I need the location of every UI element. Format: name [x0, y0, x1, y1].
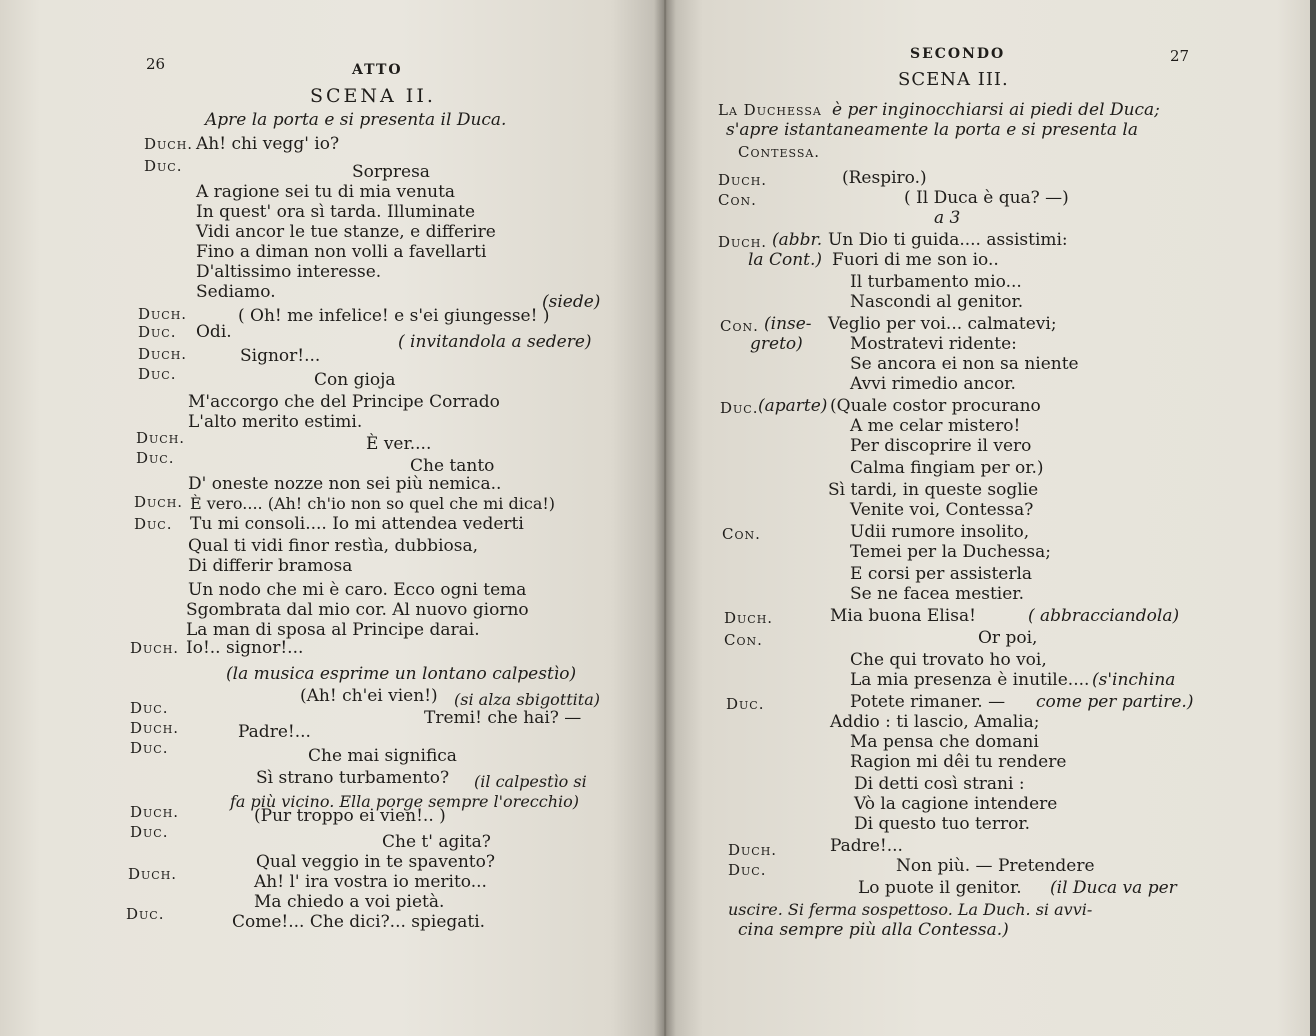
right-page: [664, 0, 1316, 1036]
stage-note: ( abbracciandola): [1028, 606, 1180, 626]
verse-line: Veglio per voi... calmatevi;: [828, 314, 1057, 334]
book-gutter: [654, 0, 676, 1036]
speaker: Duc.: [130, 739, 169, 757]
stage-direction-character: La Duchessa: [718, 101, 822, 119]
verse-line: Potete rimaner. —: [850, 692, 1006, 712]
verse-line: Calma fingiam per or.): [850, 458, 1044, 478]
verse-line: L'alto merito estimi.: [188, 412, 363, 432]
verse-line: Ah! chi vegg' io?: [196, 134, 340, 154]
verse-line: Io!.. signor!...: [186, 638, 304, 658]
verse-line: Che t' agita?: [382, 832, 491, 852]
stage-direction: è per inginocchiarsi ai piedi del Duca;: [832, 100, 1160, 120]
verse-line: D' oneste nozze non sei più nemica..: [188, 474, 502, 494]
stage-direction-character: Contessa.: [738, 143, 821, 161]
stage-direction: s'apre istantaneamente la porta e si presenta la: [726, 120, 1138, 140]
verse-line: In quest' ora sì tarda. Illuminate: [196, 202, 476, 222]
scene-title: SCENA II.: [310, 85, 436, 107]
verse-line: Nascondi al genitor.: [850, 292, 1024, 312]
speaker: Duch.: [138, 305, 188, 323]
stage-note: ( invitandola a sedere): [398, 332, 592, 352]
speaker: Duc.: [136, 449, 175, 467]
verse-line: Sorpresa: [352, 162, 430, 182]
verse-line: Or poi,: [978, 628, 1038, 648]
speaker: Duch.: [138, 345, 188, 363]
verse-line: (Ah! ch'ei vien!): [300, 686, 438, 706]
stage-note: uscire. Si ferma sospettoso. La Duch. si avvi-: [728, 900, 1093, 919]
verse-line: Temei per la Duchessa;: [850, 542, 1051, 562]
speaker: Duch.: [724, 609, 774, 627]
speaker: Duc.: [144, 157, 183, 175]
verse-line: Ma pensa che domani: [850, 732, 1039, 752]
stage-note: greto): [750, 334, 803, 354]
speaker: Con.: [722, 525, 761, 543]
verse-line: Tremi! che hai? —: [424, 708, 582, 728]
verse-line: Avvi rimedio ancor.: [850, 374, 1016, 394]
stage-note: (s'inchina: [1092, 670, 1176, 690]
verse-line: Tu mi consoli.... Io mi attendea vederti: [190, 514, 524, 534]
verse-line: Sgombrata dal mio cor. Al nuovo giorno: [186, 600, 529, 620]
verse-line: Che qui trovato ho voi,: [850, 650, 1047, 670]
stage-note: (siede): [542, 292, 601, 312]
stage-note: (inse-: [764, 314, 812, 334]
speaker: Duc.: [720, 399, 759, 417]
verse-line: Mia buona Elisa!: [830, 606, 976, 626]
ensemble-marker: a 3: [934, 208, 961, 228]
speaker: Duch.: [136, 429, 186, 447]
verse-line: M'accorgo che del Principe Corrado: [188, 392, 500, 412]
verse-line: Se ne facea mestier.: [850, 584, 1024, 604]
verse-line: Di differir bramosa: [188, 556, 353, 576]
verse-line: Sì tardi, in queste soglie: [828, 480, 1039, 500]
stage-note: cina sempre più alla Contessa.): [738, 920, 1009, 940]
speaker: Duch.: [134, 493, 184, 511]
speaker: Duc.: [138, 323, 177, 341]
verse-line: Ma chiedo a voi pietà.: [254, 892, 445, 912]
verse-line: È vero.... (Ah! ch'io non so quel che mi dica!): [190, 494, 556, 513]
running-head: SECONDO: [910, 46, 1006, 62]
speaker: Duc.: [130, 823, 169, 841]
running-head: ATTO: [352, 62, 403, 78]
scene-title: SCENA III.: [898, 69, 1009, 90]
verse-line: Signor!...: [240, 346, 321, 366]
speaker: Duch.: [144, 135, 194, 153]
speaker: Duc.: [130, 699, 169, 717]
speaker: Duc.: [126, 905, 165, 923]
stage-direction: Apre la porta e si presenta il Duca.: [205, 110, 507, 130]
verse-line: (Quale costor procurano: [830, 396, 1041, 416]
verse-line: Per discoprire il vero: [850, 436, 1032, 456]
speaker: Duch.: [130, 639, 180, 657]
stage-note: (si alza sbigottita): [454, 690, 600, 709]
verse-line: Sediamo.: [196, 282, 276, 302]
verse-line: Il turbamento mio...: [850, 272, 1022, 292]
verse-line: (Respiro.): [842, 168, 927, 188]
speaker: Con.: [720, 317, 759, 335]
stage-note: (la musica esprime un lontano calpestìo): [226, 664, 577, 684]
speaker: Duc.: [726, 695, 765, 713]
verse-line: Un Dio ti guida.... assistimi:: [828, 230, 1068, 250]
verse-line: Un nodo che mi è caro. Ecco ogni tema: [188, 580, 527, 600]
speaker: Duch.: [718, 233, 768, 251]
page-number: 26: [146, 55, 166, 73]
stage-note: come per partire.): [1036, 692, 1194, 712]
verse-line: Di questo tuo terror.: [854, 814, 1031, 834]
verse-line: Mostratevi ridente:: [850, 334, 1017, 354]
verse-line: La mia presenza è inutile....: [850, 670, 1090, 690]
verse-line: ( Oh! me infelice! e s'ei giungesse! ): [238, 306, 550, 326]
verse-line: Fuori di me son io..: [832, 250, 999, 270]
verse-line: E corsi per assisterla: [850, 564, 1033, 584]
speaker: Duc.: [138, 365, 177, 383]
verse-line: A ragione sei tu di mia venuta: [196, 182, 456, 202]
speaker: Duch.: [130, 803, 180, 821]
verse-line: Se ancora ei non sa niente: [850, 354, 1079, 374]
verse-line: A me celar mistero!: [850, 416, 1021, 436]
speaker: Duch.: [728, 841, 778, 859]
verse-line: Odi.: [196, 322, 232, 342]
speaker: Duch.: [128, 865, 178, 883]
verse-line: Di detti così strani :: [854, 774, 1025, 794]
verse-line: ( Il Duca è qua? —): [904, 188, 1069, 208]
verse-line: Come!... Che dici?... spiegati.: [232, 912, 486, 932]
verse-line: Vidi ancor le tue stanze, e differire: [196, 222, 496, 242]
page-edge: [1310, 0, 1316, 1036]
verse-line: Lo puote il genitor.: [858, 878, 1022, 898]
verse-line: Che mai significa: [308, 746, 457, 766]
verse-line: Ragion mi dêi tu rendere: [850, 752, 1067, 772]
verse-line: D'altissimo interesse.: [196, 262, 382, 282]
verse-line: È ver....: [366, 434, 432, 454]
speaker: Duc.: [728, 861, 767, 879]
stage-note: (aparte): [758, 396, 828, 416]
speaker: Con.: [718, 191, 757, 209]
verse-line: Vò la cagione intendere: [854, 794, 1058, 814]
speaker: Duch.: [718, 171, 768, 189]
stage-note: la Cont.): [748, 250, 823, 270]
verse-line: Addio : ti lascio, Amalia;: [830, 712, 1040, 732]
verse-line: Fino a diman non volli a favellarti: [196, 242, 487, 262]
stage-note: (abbr.: [772, 230, 823, 250]
speaker: Duc.: [134, 515, 173, 533]
speaker: Con.: [724, 631, 763, 649]
verse-line: Non più. — Pretendere: [896, 856, 1095, 876]
verse-line: Padre!...: [830, 836, 903, 856]
verse-line: Sì strano turbamento?: [256, 768, 450, 788]
stage-note: (il Duca va per: [1050, 878, 1177, 898]
speaker: Duch.: [130, 719, 180, 737]
verse-line: Ah! l' ira vostra io merito...: [254, 872, 487, 892]
verse-line: Qual ti vidi finor restìa, dubbiosa,: [188, 536, 479, 556]
verse-line: Venite voi, Contessa?: [850, 500, 1034, 520]
verse-line: (Pur troppo ei vien!.. ): [254, 806, 446, 826]
verse-line: Con gioja: [314, 370, 396, 390]
stage-note: fa più vicino. Ella porge sempre l'orecchio): [230, 792, 579, 811]
verse-line: La man di sposa al Principe darai.: [186, 620, 480, 640]
verse-line: Che tanto: [410, 456, 495, 476]
verse-line: Qual veggio in te spavento?: [256, 852, 495, 872]
stage-note: (il calpestìo si: [474, 772, 587, 791]
verse-line: Udii rumore insolito,: [850, 522, 1030, 542]
page-number: 27: [1170, 47, 1190, 65]
verse-line: Padre!...: [238, 722, 311, 742]
